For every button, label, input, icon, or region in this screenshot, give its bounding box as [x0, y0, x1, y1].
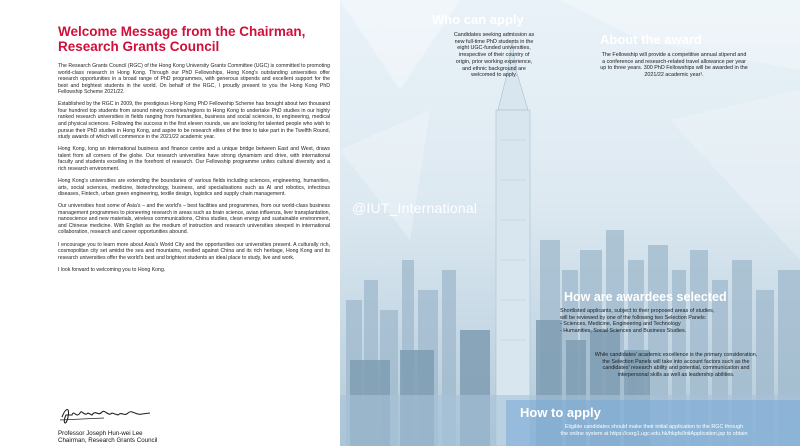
apply-line: the online system at https://cerg1.ugc.edu.hk/hkpfs/InitApplication.jsp to obtain: [560, 430, 748, 437]
award-line: The Fellowship will provide a competitive annual stipend and: [601, 52, 747, 58]
selection-line: candidates' research ability and potential, communication and: [602, 365, 750, 372]
chairman-message-column: [0, 0, 340, 446]
signature-image: [58, 403, 178, 425]
who-line: and ethnic background are: [462, 65, 526, 72]
selection-line: interpersonal skills as well as leadership abilities.: [617, 372, 735, 379]
award-line: up to three years. 300 PhD Fellowships will be awarded in the: [600, 65, 748, 72]
who-can-apply-text: [420, 32, 568, 79]
tower: [496, 40, 530, 446]
paragraph-4: Hong Kong's universities are extending the boundaries of various fields including sciences, engineering, humanities, arts, social sciences, medicine, biotechnology, business, and specialisations such as AI and robotics, infectious diseases, Fintech, urban green engineering, textile design, logistics and supply chain management.: [58, 177, 330, 198]
who-can-apply-heading: Who can apply: [432, 12, 524, 27]
how-to-apply-text: [512, 424, 796, 437]
selection-heading: How are awardees selected: [564, 290, 727, 304]
who-line: new full-time PhD students in the: [454, 38, 534, 45]
page-title: [58, 24, 330, 54]
paragraph-7: I look forward to welcoming you to Hong Kong.: [58, 266, 166, 273]
who-line: irrespective of their country of: [458, 52, 530, 59]
signer-block: [58, 430, 157, 445]
title-line-1: Welcome Message from the Chairman,: [58, 24, 306, 39]
title-line-2: Research Grants Council: [58, 39, 220, 54]
how-to-apply-heading: How to apply: [520, 405, 601, 420]
selection-line: Shortlisted applicants, subject to their proposed areas of studies,: [560, 308, 715, 314]
who-line: origin, prior working experience,: [455, 58, 533, 65]
selection-line: While candidates' academic excellence is the primary consideration,: [594, 352, 758, 358]
paragraph-5: Our universities host some of Asia's – and the world's – best facilities and programmes, from our world-class business management programmes to pioneering research in areas such as brain science, avian influenza, liver transplantation, nanoscience and new materials, wireless communications, China studies, clean energy and sustainable environment, and Chinese medicine. With English as the medium of instruction and research universities steeped in international collaboration, research and career opportunities abound.: [58, 203, 330, 236]
about-award-heading: About the award: [600, 32, 702, 47]
paragraph-2: Established by the RGC in 2009, the prestigious Hong Kong PhD Fellowship Scheme has brought about two thousand four hundred top students from around ninety countries/regions to Hong Kong to undertake PhD studies in our highly ranked research universities in fields ranging from humanities, business and social sciences, to engineering, medical and physical sciences. Following the success in the first eleven rounds, we are looking for talented people who wish to pursue their PhD studies in Hong Kong, and aspire to be research elites of the time to take part in the Twelfth Round, study awards of which will commence in the 2021/22 academic year.: [58, 101, 330, 141]
who-line: welcomed to apply.: [471, 72, 517, 79]
selection-line: the Selection Panels will take into account factors such as the: [602, 358, 750, 365]
signer-title: Chairman, Research Grants Council: [58, 437, 158, 445]
paragraph-6: I encourage you to learn more about Asia's World City and the opportunities our universities present. A culturally rich, cosmopolitan city set amidst the sea and mountains, nestled against China and its rich heritage, Hong Kong and its research universities offer the world's best and brightest students an ideal place to study, live and work.: [58, 241, 330, 261]
selection-text-1: [560, 308, 792, 335]
paragraph-3: Hong Kong, long an international business and finance centre and a unique bridge between East and West, draws talent from all corners of the globe. Our research universities have strong dynamism and drive, with international faculty and students excelling in the forefront of research. Our Fellowship programme unites cultural diversity and a rich research environment.: [58, 146, 330, 172]
signer-name: Professor Joseph Hun-wei Lee: [58, 430, 143, 437]
selection-line: - Sciences, Medicine, Engineering and Technology: [560, 321, 681, 328]
who-line: Candidates seeking admission as: [453, 32, 535, 38]
social-handle: @IUT_International: [352, 200, 478, 216]
selection-line: will be reviewed by one of the following two Selection Panels:: [560, 314, 707, 321]
paragraph-1: The Research Grants Council (RGC) of the Hong Kong University Grants Committee (UGC) is committed to promoting world-class research in Hong Kong. Through our PhD Fellowships, Hong Kong's outstanding universities offer research opportunities in a broad range of PhD programmes, with generous stipends and excellent support for the best and brightest students in the world. On behalf of the RGC, I proudly present to you the Hong Kong PhD Fellowship Scheme 2021/22.: [58, 63, 330, 96]
award-line: 2021/22 academic year¹.: [644, 72, 704, 79]
who-line: eight UGC-funded universities,: [457, 45, 531, 52]
apply-line: Eligible candidates should make their initial application to the RGC through: [564, 424, 744, 430]
selection-text-2: [556, 352, 796, 379]
about-award-text: [556, 52, 792, 79]
award-line: a conference and research-related travel allowance per year: [602, 58, 746, 65]
selection-line: - Humanities, Social Sciences and Business Studies.: [560, 328, 687, 335]
